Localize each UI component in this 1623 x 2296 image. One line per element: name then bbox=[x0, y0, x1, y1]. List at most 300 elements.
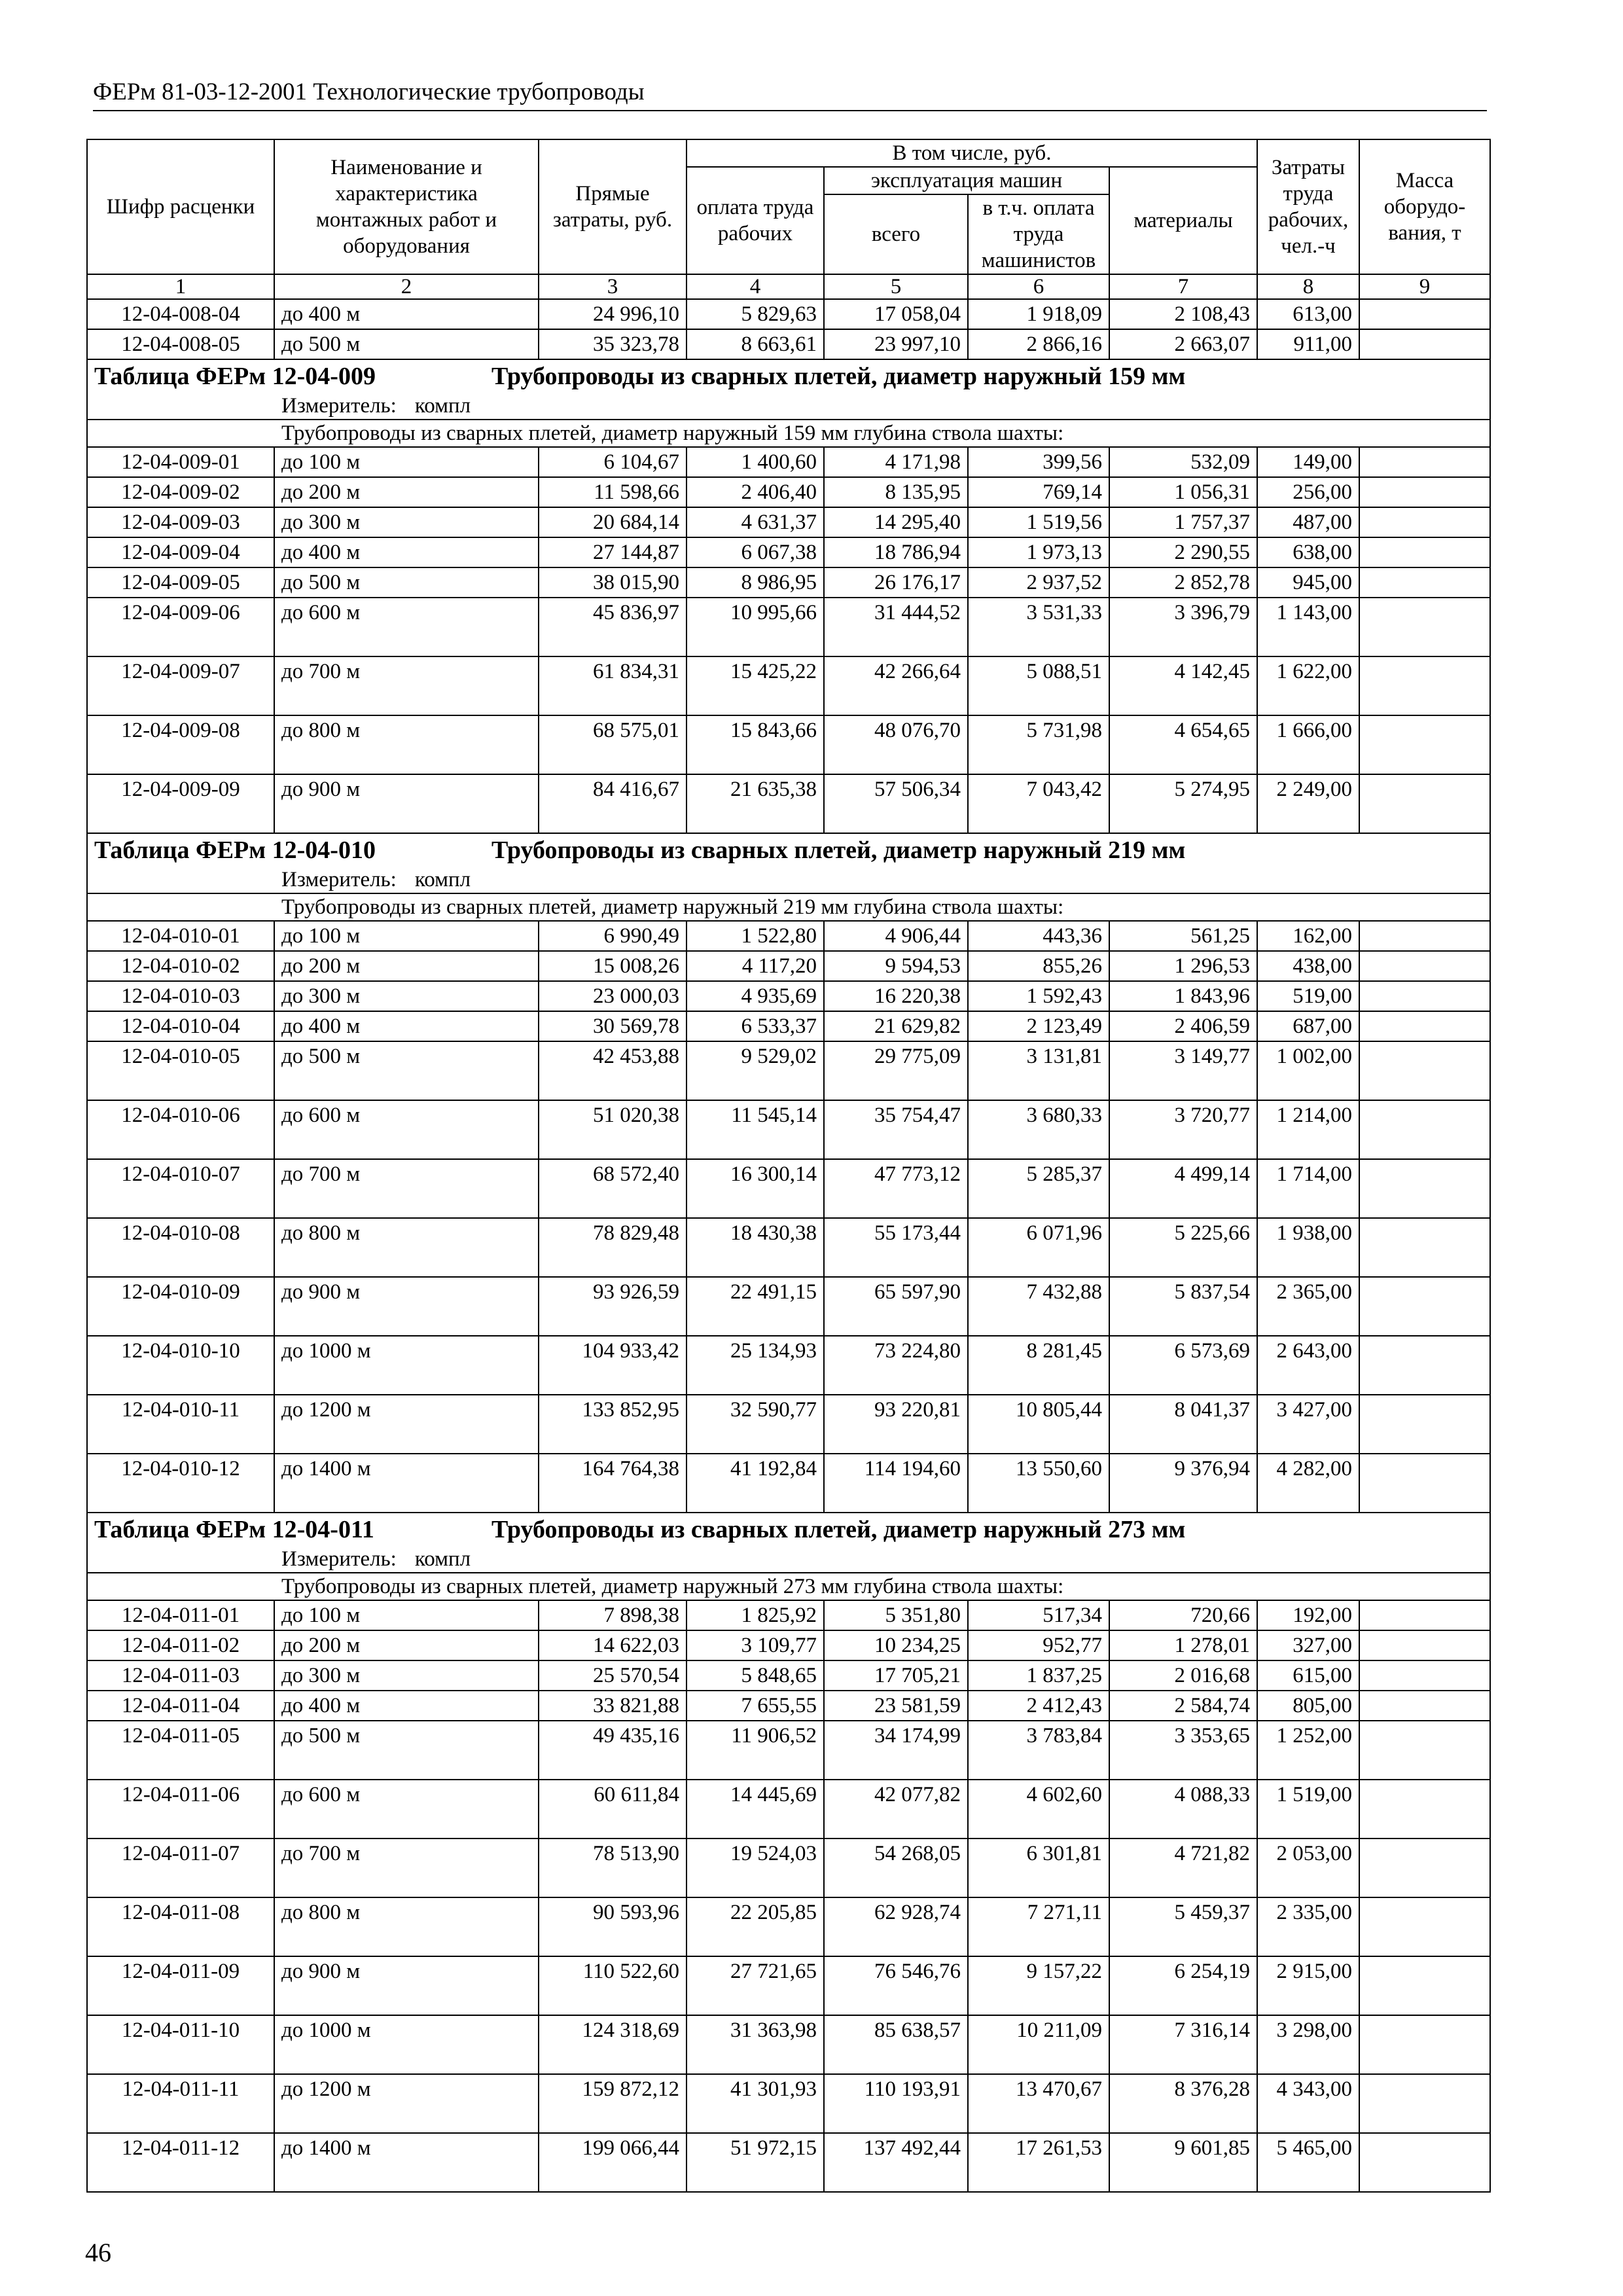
rate-code: 12-04-009-04 bbox=[87, 537, 274, 567]
subheading-row bbox=[87, 420, 1490, 447]
labor-hours: 911,00 bbox=[1257, 329, 1359, 359]
materials-cost: 2 016,68 bbox=[1109, 1660, 1257, 1691]
labor-hours: 1 002,00 bbox=[1257, 1041, 1359, 1100]
work-name: до 1000 м bbox=[274, 1336, 539, 1395]
direct-cost: 6 990,49 bbox=[539, 921, 687, 951]
running-header: ФЕРм 81-03-12-2001 Технологические трубопроводы bbox=[93, 77, 1487, 111]
materials-cost: 2 584,74 bbox=[1109, 1691, 1257, 1721]
table-row bbox=[87, 2074, 1490, 2133]
machines-wages-cost: 4 602,60 bbox=[968, 1780, 1109, 1839]
machines-wages-cost: 13 470,67 bbox=[968, 2074, 1109, 2133]
work-name: до 1200 м bbox=[274, 2074, 539, 2133]
work-name: до 800 м bbox=[274, 1218, 539, 1277]
direct-cost: 104 933,42 bbox=[539, 1336, 687, 1395]
table-row bbox=[87, 1600, 1490, 1630]
direct-cost: 93 926,59 bbox=[539, 1277, 687, 1336]
rate-code: 12-04-010-04 bbox=[87, 1011, 274, 1041]
rates-table bbox=[86, 139, 1491, 2193]
mass-cell bbox=[1359, 1159, 1490, 1218]
machines-wages-cost: 3 531,33 bbox=[968, 598, 1109, 656]
work-name: до 900 м bbox=[274, 1277, 539, 1336]
work-name: до 400 м bbox=[274, 299, 539, 329]
mass-cell bbox=[1359, 1897, 1490, 1956]
table-row bbox=[87, 1660, 1490, 1691]
table-row bbox=[87, 951, 1490, 981]
direct-cost: 78 829,48 bbox=[539, 1218, 687, 1277]
table-row bbox=[87, 1780, 1490, 1839]
table-code: Таблица ФЕРм 12-04-011 bbox=[94, 1516, 374, 1543]
machines-cost: 4 171,98 bbox=[824, 447, 968, 477]
labor-hours: 162,00 bbox=[1257, 921, 1359, 951]
labor-hours: 1 938,00 bbox=[1257, 1218, 1359, 1277]
materials-cost: 3 149,77 bbox=[1109, 1041, 1257, 1100]
table-row bbox=[87, 1395, 1490, 1454]
direct-cost: 30 569,78 bbox=[539, 1011, 687, 1041]
rate-code: 12-04-010-07 bbox=[87, 1159, 274, 1218]
rate-code: 12-04-011-09 bbox=[87, 1956, 274, 2015]
work-name: до 400 м bbox=[274, 537, 539, 567]
direct-cost: 27 144,87 bbox=[539, 537, 687, 567]
table-heading: Трубопроводы из сварных плетей, диаметр наружный 159 мм bbox=[491, 363, 1186, 390]
rate-code: 12-04-011-12 bbox=[87, 2133, 274, 2192]
machines-cost: 42 266,64 bbox=[824, 656, 968, 715]
direct-cost: 61 834,31 bbox=[539, 656, 687, 715]
machines-cost: 18 786,94 bbox=[824, 537, 968, 567]
labor-hours: 438,00 bbox=[1257, 951, 1359, 981]
direct-cost: 164 764,38 bbox=[539, 1454, 687, 1513]
direct-cost: 25 570,54 bbox=[539, 1660, 687, 1691]
mass-cell bbox=[1359, 477, 1490, 507]
work-name: до 1000 м bbox=[274, 2015, 539, 2074]
wages-cost: 5 848,65 bbox=[687, 1660, 824, 1691]
materials-cost: 8 041,37 bbox=[1109, 1395, 1257, 1454]
rate-code: 12-04-011-03 bbox=[87, 1660, 274, 1691]
table-row bbox=[87, 774, 1490, 833]
wages-cost: 16 300,14 bbox=[687, 1159, 824, 1218]
wages-cost: 1 825,92 bbox=[687, 1600, 824, 1630]
meter-unit: компл bbox=[414, 1547, 471, 1571]
column-number: 5 bbox=[824, 274, 968, 299]
machines-wages-cost: 1 592,43 bbox=[968, 981, 1109, 1011]
rate-code: 12-04-010-11 bbox=[87, 1395, 274, 1454]
labor-hours: 2 643,00 bbox=[1257, 1336, 1359, 1395]
machines-cost: 76 546,76 bbox=[824, 1956, 968, 2015]
mass-cell bbox=[1359, 447, 1490, 477]
mass-cell bbox=[1359, 1454, 1490, 1513]
materials-cost: 9 376,94 bbox=[1109, 1454, 1257, 1513]
work-name: до 800 м bbox=[274, 715, 539, 774]
machines-cost: 5 351,80 bbox=[824, 1600, 968, 1630]
labor-hours: 945,00 bbox=[1257, 567, 1359, 598]
wages-cost: 19 524,03 bbox=[687, 1839, 824, 1897]
meter-unit: компл bbox=[414, 868, 471, 891]
wages-cost: 5 829,63 bbox=[687, 299, 824, 329]
labor-hours: 5 465,00 bbox=[1257, 2133, 1359, 2192]
table-row bbox=[87, 1100, 1490, 1159]
wages-cost: 22 205,85 bbox=[687, 1897, 824, 1956]
table-title-row bbox=[87, 359, 1490, 393]
work-name: до 700 м bbox=[274, 656, 539, 715]
mass-cell bbox=[1359, 1218, 1490, 1277]
col-machines-header: эксплуатация машин bbox=[824, 167, 1109, 194]
rate-code: 12-04-011-08 bbox=[87, 1897, 274, 1956]
direct-cost: 78 513,90 bbox=[539, 1839, 687, 1897]
rate-code: 12-04-010-01 bbox=[87, 921, 274, 951]
wages-cost: 11 545,14 bbox=[687, 1100, 824, 1159]
direct-cost: 60 611,84 bbox=[539, 1780, 687, 1839]
labor-hours: 1 143,00 bbox=[1257, 598, 1359, 656]
machines-wages-cost: 7 043,42 bbox=[968, 774, 1109, 833]
wages-cost: 4 631,37 bbox=[687, 507, 824, 537]
table-row bbox=[87, 2133, 1490, 2192]
meter-label: Измеритель: bbox=[281, 868, 397, 891]
direct-cost: 11 598,66 bbox=[539, 477, 687, 507]
table-title bbox=[87, 1513, 1490, 1546]
materials-cost: 8 376,28 bbox=[1109, 2074, 1257, 2133]
table-row bbox=[87, 329, 1490, 359]
direct-cost: 68 575,01 bbox=[539, 715, 687, 774]
direct-cost: 15 008,26 bbox=[539, 951, 687, 981]
direct-cost: 6 104,67 bbox=[539, 447, 687, 477]
labor-hours: 613,00 bbox=[1257, 299, 1359, 329]
labor-hours: 2 335,00 bbox=[1257, 1897, 1359, 1956]
machines-wages-cost: 855,26 bbox=[968, 951, 1109, 981]
machines-cost: 137 492,44 bbox=[824, 2133, 968, 2192]
labor-hours: 256,00 bbox=[1257, 477, 1359, 507]
wages-cost: 27 721,65 bbox=[687, 1956, 824, 2015]
direct-cost: 38 015,90 bbox=[539, 567, 687, 598]
table-row bbox=[87, 1721, 1490, 1780]
wages-cost: 1 400,60 bbox=[687, 447, 824, 477]
machines-wages-cost: 2 123,49 bbox=[968, 1011, 1109, 1041]
work-name: до 600 м bbox=[274, 598, 539, 656]
work-name: до 1400 м bbox=[274, 1454, 539, 1513]
labor-hours: 3 298,00 bbox=[1257, 2015, 1359, 2074]
labor-hours: 2 915,00 bbox=[1257, 1956, 1359, 2015]
labor-hours: 327,00 bbox=[1257, 1630, 1359, 1660]
rate-code: 12-04-010-08 bbox=[87, 1218, 274, 1277]
rate-code: 12-04-009-03 bbox=[87, 507, 274, 537]
work-name: до 900 м bbox=[274, 1956, 539, 2015]
work-name: до 300 м bbox=[274, 981, 539, 1011]
mass-cell bbox=[1359, 1100, 1490, 1159]
work-name: до 200 м bbox=[274, 1630, 539, 1660]
table-row bbox=[87, 1336, 1490, 1395]
table-row bbox=[87, 507, 1490, 537]
machines-cost: 17 705,21 bbox=[824, 1660, 968, 1691]
work-name: до 100 м bbox=[274, 921, 539, 951]
machines-wages-cost: 2 937,52 bbox=[968, 567, 1109, 598]
machines-wages-cost: 3 783,84 bbox=[968, 1721, 1109, 1780]
work-name: до 900 м bbox=[274, 774, 539, 833]
direct-cost: 35 323,78 bbox=[539, 329, 687, 359]
materials-cost: 1 278,01 bbox=[1109, 1630, 1257, 1660]
table-row bbox=[87, 567, 1490, 598]
table-title bbox=[87, 833, 1490, 867]
work-name: до 600 м bbox=[274, 1100, 539, 1159]
table-row bbox=[87, 981, 1490, 1011]
machines-wages-cost: 17 261,53 bbox=[968, 2133, 1109, 2192]
meter-row bbox=[87, 1546, 1490, 1573]
rate-code: 12-04-010-12 bbox=[87, 1454, 274, 1513]
col-mass-header: Масса оборудо-вания, т bbox=[1359, 139, 1490, 274]
table-row bbox=[87, 1839, 1490, 1897]
direct-cost: 49 435,16 bbox=[539, 1721, 687, 1780]
rate-code: 12-04-011-10 bbox=[87, 2015, 274, 2074]
table-row bbox=[87, 598, 1490, 656]
table-row bbox=[87, 1277, 1490, 1336]
table-row bbox=[87, 447, 1490, 477]
work-name: до 300 м bbox=[274, 507, 539, 537]
work-name: до 1200 м bbox=[274, 1395, 539, 1454]
table-row bbox=[87, 477, 1490, 507]
wages-cost: 2 406,40 bbox=[687, 477, 824, 507]
meter bbox=[87, 867, 1490, 893]
mass-cell bbox=[1359, 2015, 1490, 2074]
table-row bbox=[87, 537, 1490, 567]
rate-code: 12-04-008-05 bbox=[87, 329, 274, 359]
meter-unit: компл bbox=[414, 394, 471, 418]
materials-cost: 5 837,54 bbox=[1109, 1277, 1257, 1336]
col-machines-wages-header: в т.ч. оплата труда машинистов bbox=[968, 194, 1109, 274]
work-name: до 700 м bbox=[274, 1159, 539, 1218]
rate-code: 12-04-011-04 bbox=[87, 1691, 274, 1721]
direct-cost: 33 821,88 bbox=[539, 1691, 687, 1721]
mass-cell bbox=[1359, 1395, 1490, 1454]
machines-cost: 16 220,38 bbox=[824, 981, 968, 1011]
wages-cost: 10 995,66 bbox=[687, 598, 824, 656]
machines-cost: 73 224,80 bbox=[824, 1336, 968, 1395]
materials-cost: 2 290,55 bbox=[1109, 537, 1257, 567]
machines-cost: 10 234,25 bbox=[824, 1630, 968, 1660]
mass-cell bbox=[1359, 567, 1490, 598]
direct-cost: 133 852,95 bbox=[539, 1395, 687, 1454]
machines-cost: 114 194,60 bbox=[824, 1454, 968, 1513]
column-number: 1 bbox=[87, 274, 274, 299]
table-heading: Трубопроводы из сварных плетей, диаметр наружный 273 мм bbox=[491, 1516, 1186, 1543]
materials-cost: 4 142,45 bbox=[1109, 656, 1257, 715]
materials-cost: 561,25 bbox=[1109, 921, 1257, 951]
table-title-row bbox=[87, 833, 1490, 867]
meter bbox=[87, 393, 1490, 420]
wages-cost: 14 445,69 bbox=[687, 1780, 824, 1839]
mass-cell bbox=[1359, 774, 1490, 833]
machines-cost: 35 754,47 bbox=[824, 1100, 968, 1159]
machines-cost: 26 176,17 bbox=[824, 567, 968, 598]
table-row bbox=[87, 1691, 1490, 1721]
machines-cost: 62 928,74 bbox=[824, 1897, 968, 1956]
mass-cell bbox=[1359, 1041, 1490, 1100]
machines-cost: 14 295,40 bbox=[824, 507, 968, 537]
machines-wages-cost: 6 301,81 bbox=[968, 1839, 1109, 1897]
machines-cost: 8 135,95 bbox=[824, 477, 968, 507]
machines-cost: 42 077,82 bbox=[824, 1780, 968, 1839]
rate-code: 12-04-009-06 bbox=[87, 598, 274, 656]
column-number: 3 bbox=[539, 274, 687, 299]
work-name: до 100 м bbox=[274, 1600, 539, 1630]
meter-row bbox=[87, 393, 1490, 420]
mass-cell bbox=[1359, 1721, 1490, 1780]
direct-cost: 23 000,03 bbox=[539, 981, 687, 1011]
machines-cost: 31 444,52 bbox=[824, 598, 968, 656]
materials-cost: 3 396,79 bbox=[1109, 598, 1257, 656]
mass-cell bbox=[1359, 2133, 1490, 2192]
wages-cost: 9 529,02 bbox=[687, 1041, 824, 1100]
table-row bbox=[87, 715, 1490, 774]
labor-hours: 4 282,00 bbox=[1257, 1454, 1359, 1513]
materials-cost: 2 406,59 bbox=[1109, 1011, 1257, 1041]
machines-cost: 93 220,81 bbox=[824, 1395, 968, 1454]
mass-cell bbox=[1359, 507, 1490, 537]
machines-wages-cost: 3 680,33 bbox=[968, 1100, 1109, 1159]
rate-code: 12-04-009-02 bbox=[87, 477, 274, 507]
machines-cost: 21 629,82 bbox=[824, 1011, 968, 1041]
machines-wages-cost: 2 412,43 bbox=[968, 1691, 1109, 1721]
materials-cost: 3 720,77 bbox=[1109, 1100, 1257, 1159]
machines-cost: 4 906,44 bbox=[824, 921, 968, 951]
materials-cost: 5 225,66 bbox=[1109, 1218, 1257, 1277]
wages-cost: 51 972,15 bbox=[687, 2133, 824, 2192]
mass-cell bbox=[1359, 951, 1490, 981]
labor-hours: 2 053,00 bbox=[1257, 1839, 1359, 1897]
wages-cost: 41 301,93 bbox=[687, 2074, 824, 2133]
mass-cell bbox=[1359, 1336, 1490, 1395]
col-labor-header: Затраты труда рабочих, чел.-ч bbox=[1257, 139, 1359, 274]
table-row bbox=[87, 1630, 1490, 1660]
mass-cell bbox=[1359, 329, 1490, 359]
col-code-header: Шифр расценки bbox=[87, 139, 274, 274]
mass-cell bbox=[1359, 1600, 1490, 1630]
mass-cell bbox=[1359, 299, 1490, 329]
direct-cost: 199 066,44 bbox=[539, 2133, 687, 2192]
machines-cost: 23 581,59 bbox=[824, 1691, 968, 1721]
machines-wages-cost: 1 837,25 bbox=[968, 1660, 1109, 1691]
wages-cost: 6 533,37 bbox=[687, 1011, 824, 1041]
column-number: 7 bbox=[1109, 274, 1257, 299]
labor-hours: 4 343,00 bbox=[1257, 2074, 1359, 2133]
col-including-header: В том числе, руб. bbox=[687, 139, 1257, 167]
subheading-row bbox=[87, 1573, 1490, 1600]
table-row bbox=[87, 1218, 1490, 1277]
work-name: до 800 м bbox=[274, 1897, 539, 1956]
mass-cell bbox=[1359, 1839, 1490, 1897]
direct-cost: 84 416,67 bbox=[539, 774, 687, 833]
work-name: до 400 м bbox=[274, 1011, 539, 1041]
materials-cost: 4 721,82 bbox=[1109, 1839, 1257, 1897]
column-number: 4 bbox=[687, 274, 824, 299]
subheading: Трубопроводы из сварных плетей, диаметр наружный 159 мм глубина ствола шахты: bbox=[87, 420, 1490, 447]
subheading: Трубопроводы из сварных плетей, диаметр наружный 219 мм глубина ствола шахты: bbox=[87, 893, 1490, 921]
wages-cost: 1 522,80 bbox=[687, 921, 824, 951]
column-number: 9 bbox=[1359, 274, 1490, 299]
materials-cost: 720,66 bbox=[1109, 1600, 1257, 1630]
direct-cost: 124 318,69 bbox=[539, 2015, 687, 2074]
machines-cost: 85 638,57 bbox=[824, 2015, 968, 2074]
wages-cost: 6 067,38 bbox=[687, 537, 824, 567]
direct-cost: 68 572,40 bbox=[539, 1159, 687, 1218]
wages-cost: 4 935,69 bbox=[687, 981, 824, 1011]
machines-wages-cost: 5 731,98 bbox=[968, 715, 1109, 774]
labor-hours: 1 214,00 bbox=[1257, 1100, 1359, 1159]
mass-cell bbox=[1359, 715, 1490, 774]
machines-wages-cost: 6 071,96 bbox=[968, 1218, 1109, 1277]
machines-cost: 57 506,34 bbox=[824, 774, 968, 833]
rate-code: 12-04-010-09 bbox=[87, 1277, 274, 1336]
mass-cell bbox=[1359, 1660, 1490, 1691]
machines-wages-cost: 3 131,81 bbox=[968, 1041, 1109, 1100]
rate-code: 12-04-011-06 bbox=[87, 1780, 274, 1839]
machines-wages-cost: 1 519,56 bbox=[968, 507, 1109, 537]
direct-cost: 159 872,12 bbox=[539, 2074, 687, 2133]
mass-cell bbox=[1359, 1780, 1490, 1839]
materials-cost: 6 254,19 bbox=[1109, 1956, 1257, 2015]
meter bbox=[87, 1546, 1490, 1573]
direct-cost: 42 453,88 bbox=[539, 1041, 687, 1100]
rate-code: 12-04-009-08 bbox=[87, 715, 274, 774]
machines-wages-cost: 10 805,44 bbox=[968, 1395, 1109, 1454]
rate-code: 12-04-009-07 bbox=[87, 656, 274, 715]
work-name: до 500 м bbox=[274, 1041, 539, 1100]
direct-cost: 24 996,10 bbox=[539, 299, 687, 329]
labor-hours: 1 666,00 bbox=[1257, 715, 1359, 774]
labor-hours: 519,00 bbox=[1257, 981, 1359, 1011]
materials-cost: 532,09 bbox=[1109, 447, 1257, 477]
machines-wages-cost: 10 211,09 bbox=[968, 2015, 1109, 2074]
table-row bbox=[87, 656, 1490, 715]
labor-hours: 2 249,00 bbox=[1257, 774, 1359, 833]
col-machines-total-header: всего bbox=[824, 194, 968, 274]
materials-cost: 4 088,33 bbox=[1109, 1780, 1257, 1839]
direct-cost: 14 622,03 bbox=[539, 1630, 687, 1660]
machines-wages-cost: 952,77 bbox=[968, 1630, 1109, 1660]
mass-cell bbox=[1359, 656, 1490, 715]
labor-hours: 487,00 bbox=[1257, 507, 1359, 537]
column-number: 8 bbox=[1257, 274, 1359, 299]
direct-cost: 110 522,60 bbox=[539, 1956, 687, 2015]
mass-cell bbox=[1359, 921, 1490, 951]
work-name: до 1400 м bbox=[274, 2133, 539, 2192]
mass-cell bbox=[1359, 1630, 1490, 1660]
materials-cost: 1 843,96 bbox=[1109, 981, 1257, 1011]
wages-cost: 7 655,55 bbox=[687, 1691, 824, 1721]
machines-wages-cost: 13 550,60 bbox=[968, 1454, 1109, 1513]
table-row bbox=[87, 299, 1490, 329]
mass-cell bbox=[1359, 1956, 1490, 2015]
materials-cost: 6 573,69 bbox=[1109, 1336, 1257, 1395]
materials-cost: 3 353,65 bbox=[1109, 1721, 1257, 1780]
machines-cost: 23 997,10 bbox=[824, 329, 968, 359]
materials-cost: 7 316,14 bbox=[1109, 2015, 1257, 2074]
materials-cost: 4 654,65 bbox=[1109, 715, 1257, 774]
wages-cost: 32 590,77 bbox=[687, 1395, 824, 1454]
rate-code: 12-04-011-07 bbox=[87, 1839, 274, 1897]
column-number: 6 bbox=[968, 274, 1109, 299]
table-head bbox=[87, 139, 1490, 299]
wages-cost: 41 192,84 bbox=[687, 1454, 824, 1513]
materials-cost: 2 852,78 bbox=[1109, 567, 1257, 598]
table-title-row bbox=[87, 1513, 1490, 1546]
table-row bbox=[87, 2015, 1490, 2074]
wages-cost: 3 109,77 bbox=[687, 1630, 824, 1660]
machines-cost: 34 174,99 bbox=[824, 1721, 968, 1780]
mass-cell bbox=[1359, 981, 1490, 1011]
rate-code: 12-04-011-01 bbox=[87, 1600, 274, 1630]
rate-code: 12-04-010-03 bbox=[87, 981, 274, 1011]
mass-cell bbox=[1359, 1277, 1490, 1336]
machines-cost: 55 173,44 bbox=[824, 1218, 968, 1277]
rate-code: 12-04-011-05 bbox=[87, 1721, 274, 1780]
machines-wages-cost: 769,14 bbox=[968, 477, 1109, 507]
